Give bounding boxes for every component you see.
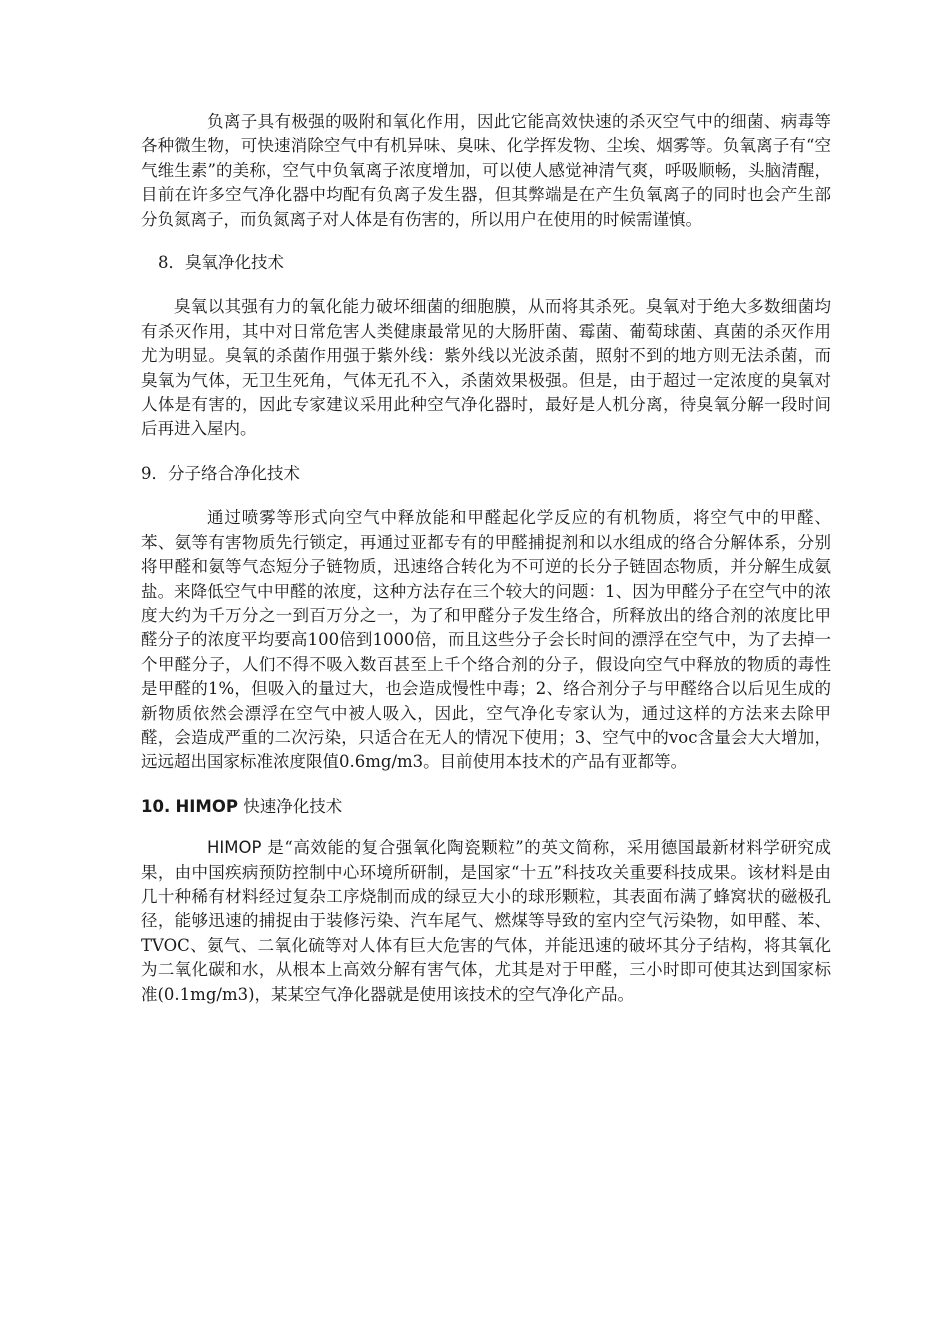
heading-molecular: 9．分子络合净化技术	[141, 463, 300, 483]
spacer	[141, 442, 831, 462]
heading-himop	[141, 795, 831, 819]
paragraph-molecular: 通过喷雾等形式向空气中释放能和甲醛起化学反应的有机物质，将空气中的甲醛、苯、氨等有害物质先行锁定，再通过亚都专有的甲醛捕捉剂和以水组成的络合分解体系，分别将甲醛和氨等气态短分子链物质，迅速络合转化为不可逆的长分子链固态物质，并分解生成氨盐。来降低空气中甲醛的浓度，这种方法存在三个较大的问题：1、因为甲醛分子在空气中的浓度大约为千万分之一到百万分之一，为了和甲醛分子发生络合，所释放出的络合剂的浓度比甲醛分子的浓度平均要高100倍到1000倍，而且这些分子会长时间的漂浮在空气中，为了去掉一个甲醛分子，人们不得不吸入数百甚至上千个络合剂的分子，假设向空气中释放的物质的毒性是甲醛的1%，但吸入的量过大，也会造成慢性中毒；2、络合剂分子与甲醛络合以后见生成的新物质依然会漂浮在空气中被人吸入，因此，空气净化专家认为，通过这样的方法来去除甲醛，会造成严重的二次污染，只适合在无人的情况下使用；3、空气中的voc含量会大大增加，远远超出国家标准浓度限值0.6mg/m3。目前使用本技术的产品有亚都等。	[141, 508, 831, 772]
paragraph-negative-ion: 负离子具有极强的吸附和氧化作用，因此它能高效快速的杀灭空气中的细菌、病毒等各种微生物，可快速消除空气中有机异味、臭味、化学挥发物、尘埃、烟雾等。负氧离子有“空气维生素”的美称，空气中负氧离子浓度增加，可以使人感觉神清气爽，呼吸顺畅，头脑清醒，目前在许多空气净化器中均配有负离子发生器，但其弊端是在产生负氧离子的同时也会产生部分负氮离子，而负氮离子对人体是有伤害的，所以用户在使用的时候需谨慎。	[141, 112, 831, 229]
spacer	[141, 819, 831, 836]
paragraph-ozone: 臭氧以其强有力的氧化能力破坏细菌的细胞膜，从而将其杀死。臭氧对于绝大多数细菌均有杀灭作用，其中对日常危害人类健康最常见的大肠肝菌、霉菌、葡萄球菌、真菌的杀灭作用尤为明显。臭氧的杀菌作用强于紫外线：紫外线以光波杀菌，照射不到的地方则无法杀菌，而臭氧为气体，无卫生死角，气体无孔不入，杀菌效果极强。但是，由于超过一定浓度的臭氧对人体是有害的，因此专家建议采用此种空气净化器时，最好是人机分离，待臭氧分解一段时间后再进入屋内。	[141, 297, 831, 439]
paragraph-himop-body: 是“高效能的复合强氧化陶瓷颗粒”的英文简称，采用德国最新材料学研究成果，由中国疾病预防控制中心环境所研制，是国家“十五”科技攻关重要科技成果。该材料是由几十种稀有材料经过复杂工序烧制而成的绿豆大小的球形颗粒，其表面布满了蜂窝状的磁极孔径，能够迅速的捕捉由于装修污染、汽车尾气、燃煤等导致的室内空气污染物，如甲醛、苯、TVOC、氨气、二氧化硫等对人体有巨大危害的气体，并能迅速的破坏其分子结构，将其氧化为二氧化碳和水，从根本上高效分解有害气体，尤其是对于甲醛，三小时即可使其达到国家标准(0.1mg/m3)，某某空气净化器就是使用该技术的空气净化产品。	[141, 838, 832, 1004]
heading-himop-latin: HIMOP	[175, 796, 238, 816]
spacer	[141, 232, 831, 251]
heading-himop-text: 快速净化技术	[243, 796, 343, 816]
paragraph-himop-lead: HIMOP	[207, 838, 262, 858]
heading-himop-number: 10.	[141, 796, 171, 816]
paragraph-himop	[141, 836, 831, 1007]
document-page	[141, 110, 831, 1007]
spacer	[141, 275, 831, 295]
heading-ozone: 8．臭氧净化技术	[158, 253, 284, 273]
spacer	[141, 775, 831, 795]
spacer	[141, 486, 831, 506]
